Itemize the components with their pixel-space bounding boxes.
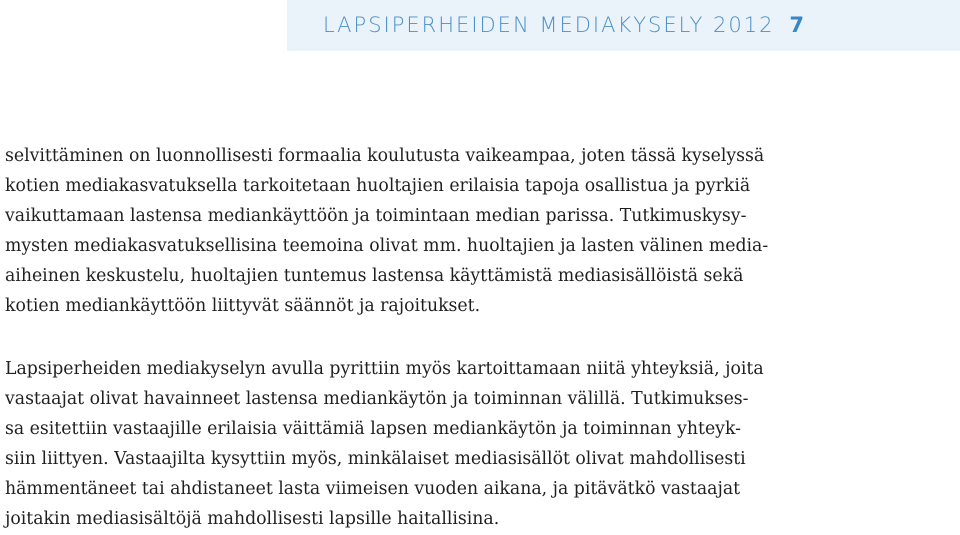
text-line: hämmentäneet tai ahdistaneet lasta viimeisen vuoden aikana, ja pitävätkö vastaajat	[5, 479, 741, 499]
paragraph-2	[5, 354, 955, 534]
text-line: sa esitettiin vastaajille erilaisia väittämiä lapsen mediankäytön ja toiminnan yhteyk-	[5, 419, 741, 439]
page-number: 7	[789, 13, 804, 37]
text-line: Lapsiperheiden mediakyselyn avulla pyrittiin myös kartoittamaan niitä yhteyksiä, joita	[5, 359, 764, 379]
text-line: vastaajat olivat havainneet lastensa mediankäytön ja toiminnan välillä. Tutkimukses-	[5, 389, 749, 409]
text-line: siin liittyen. Vastaajilta kysyttiin myös, minkälaiset mediasisällöt olivat mahdollisesti	[5, 449, 746, 469]
page-header	[287, 0, 960, 51]
text-line: joitakin mediasisältöjä mahdollisesti lapsille haitallisina.	[5, 509, 500, 529]
paragraph-1	[5, 141, 955, 321]
text-line: kotien mediankäyttöön liittyvät säännöt ja rajoitukset.	[5, 296, 481, 316]
text-line: vaikuttamaan lastensa mediankäyttöön ja toimintaan median parissa. Tutkimuskysy-	[5, 206, 747, 226]
text-line: aiheinen keskustelu, huoltajien tuntemus lastensa käyttämistä mediasisällöistä sekä	[5, 266, 744, 286]
text-line: mysten mediakasvatuksellisina teemoina olivat mm. huoltajien ja lasten välinen media-	[5, 236, 769, 256]
header-title: LAPSIPERHEIDEN MEDIAKYSELY 2012	[323, 13, 775, 37]
text-line: kotien mediakasvatuksella tarkoitetaan huoltajien erilaisia tapoja osallistua ja pyrkiä	[5, 176, 751, 196]
text-line: selvittäminen on luonnollisesti formaalia koulutusta vaikeampaa, joten tässä kyselyssä	[5, 146, 765, 166]
